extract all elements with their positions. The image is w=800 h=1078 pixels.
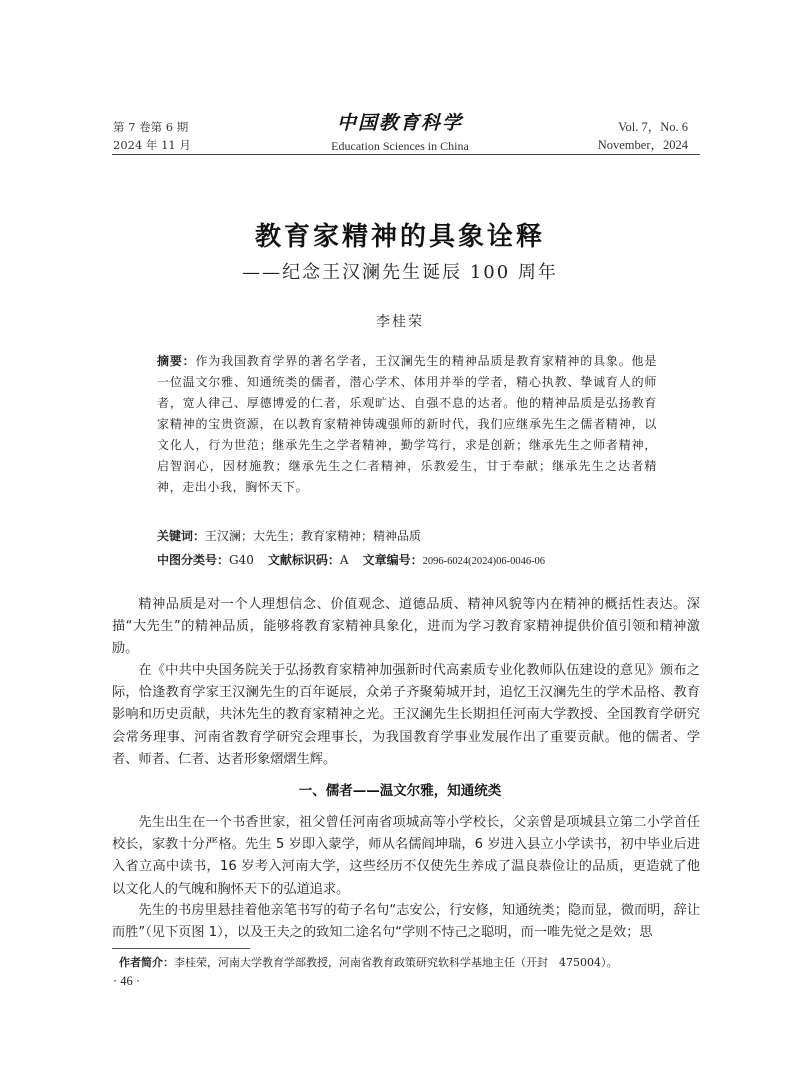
header-left <box>113 118 191 154</box>
article-author: 李桂荣 <box>376 314 424 330</box>
paragraph-2: 在《中共中央国务院关于弘扬教育家精神加强新时代高素质专业化教师队伍建设的意见》颁布之际，恰逢教育学家王汉澜先生的百年诞辰，众弟子齐聚菊城开封，追忆王汉澜先生的学术品格、教育影响和历史贡献，共沐先生的教育家精神之光。王汉澜先生长期担任河南大学教授、全国教育学研究会常务理事、河南省教育学研究会理事长，为我国教育学事业发展作出了重要贡献。他的儒者、学者、师者、仁者、达者形象熠熠生辉。 <box>112 663 700 767</box>
journal-name-en: Education Sciences in China <box>331 139 469 153</box>
paragraph-4: 先生的书房里悬挂着他亲笔书写的荀子名句“志安公，行安修，知通统类；隐而显，微而明，辞让而胜”（见下页图 1），以及王夫之的致知二途名句“学则不恃己之聪明，而一唯先觉之是效；思 <box>112 903 700 941</box>
header-right <box>598 118 688 154</box>
abstract <box>157 351 657 498</box>
doc-code-label: 文献标识码： <box>267 553 340 567</box>
author-footnote <box>119 954 618 970</box>
footnote-divider <box>112 948 250 949</box>
abstract-label: 摘要： <box>157 354 196 368</box>
article-title: 教育家精神的具象诠释 <box>254 222 545 252</box>
article-subtitle: ——纪念王汉澜先生诞辰 100 周年 <box>242 262 558 283</box>
article-id-label: 文章编号： <box>362 553 423 567</box>
abstract-text: 作为我国教育学界的著名学者，王汉澜先生的精神品质是教育家精神的具象。他是一位温文尔雅、知通统类的儒者，潜心学术、体用并举的学者，精心执教、挚诚育人的师者，宽人律己、厚德博爱的仁者，乐观旷达、自强不息的达者。他的精神品质是弘扬教育家精神的宝贵资源，在以教育家精神铸魂强师的新时代，我们应继承先生之儒者精神，以文化人，行为世范；继承先生之学者精神，勤学笃行，求是创新；继承先生之师者精神，启智润心，因材施教；继承先生之仁者精神，乐教爱生，甘于奉献；继承先生之达者精神，走出小我，胸怀天下。 <box>157 354 657 494</box>
header-divider <box>112 154 700 155</box>
paragraph-3: 先生出生在一个书香世家，祖父曾任河南省项城高等小学校长，父亲曾是项城县立第二小学首任校长，家教十分严格。先生 5 岁即入蒙学，师从名儒阎坤瑞，6 岁进入县立小学读书，初中毕业后进入省立高中读书，16 岁考入河南大学，这些经历不仅使先生养成了温良恭俭让的品质，更造就了他以文化人的气魄和胸怀天下的弘道追求。 <box>112 815 700 897</box>
clc-value: G40 <box>229 553 254 567</box>
date-en: November，2024 <box>597 138 688 152</box>
volume-issue-cn: 第 7 卷第 6 期 <box>113 120 189 134</box>
clc-label: 中图分类号： <box>157 553 230 567</box>
keywords-label: 关键词： <box>157 529 206 543</box>
volume-issue-en: Vol. 7，No. 6 <box>618 120 688 134</box>
page-number: · 46 · <box>113 974 141 988</box>
journal-name-cn: 中国教育科学 <box>336 112 463 134</box>
section-heading-1: 一、儒者——温文尔雅，知通统类 <box>298 783 502 799</box>
footnote-label: 作者简介： <box>119 956 174 969</box>
doc-code-value: A <box>339 553 349 567</box>
classification-line <box>157 551 545 568</box>
article-id-value: 2096-6024(2024)06-0046-06 <box>422 556 546 567</box>
keywords <box>157 527 421 544</box>
header-center <box>300 108 500 154</box>
paragraph-1: 精神品质是对一个人理想信念、价值观念、道德品质、精神风貌等内在精神的概括性表达。深描“大先生”的精神品质，能够将教育家精神具象化，进而为学习教育家精神提供价值引领和精神激励。 <box>112 597 700 657</box>
date-cn: 2024 年 11 月 <box>113 138 191 152</box>
keywords-text: 王汉澜；大先生；教育家精神；精神品质 <box>205 529 422 543</box>
footnote-text: 李桂荣，河南大学教育学部教授，河南省教育政策研究软科学基地主任（开封 475004）。 <box>174 956 618 969</box>
